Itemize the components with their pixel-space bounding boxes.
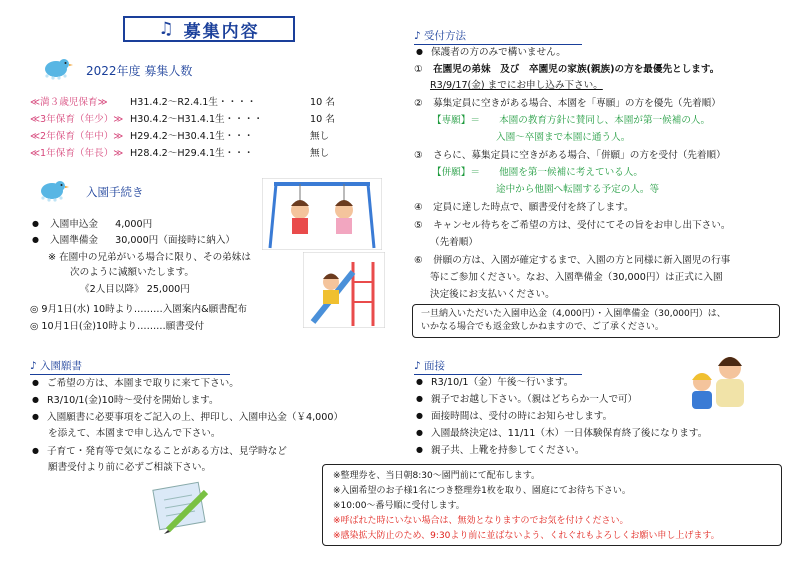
item-number: ③: [414, 150, 423, 161]
item-number: ①: [414, 64, 423, 75]
item-text: 募集定員に空きがある場合、本園を「専願」の方を優先（先着順）: [433, 98, 721, 109]
refund-note-box: [412, 304, 780, 338]
reception-item: ● 保護者の方のみで構いません。: [416, 46, 566, 60]
item-text: 定員に達した時点で、願書受付を終了します。: [433, 202, 634, 213]
application-item: ● 子育て・発育等で気になることがある方は、見学時など: [32, 445, 287, 459]
recruit-label: ≪2年保育（年中）≫: [30, 131, 124, 142]
music-note-icon: ♫: [158, 19, 176, 39]
fee-row: [32, 218, 152, 232]
definition-label: 【併願】＝: [432, 167, 480, 178]
fee-value: 4,000円: [115, 219, 153, 230]
interview-item: ● 入園最終決定は、11/11（木）一日体験保育終了後になります。: [416, 427, 707, 441]
schedule-item: ◎ 10月1日(金)10時より………願書受付: [30, 321, 205, 332]
recruit-range: H28.4.2～H29.4.1生・・・: [130, 148, 254, 159]
recruit-count: 10 名: [310, 97, 335, 108]
interview-item: ● 面接時間は、受付の時にお知らせします。: [416, 410, 612, 424]
discount-amount: 《2人目以降》 25,000円: [80, 284, 190, 295]
swing-kids-illustration: [262, 178, 382, 250]
refund-text: いかなる場合でも返金致しかねますので、ご了承ください。: [421, 322, 664, 332]
application-item-cont: 願書受付より前に必ずご相談下さい。: [48, 462, 212, 473]
interview-item: ● 親子でお越し下さい。（親はどちらか一人で可）: [416, 393, 637, 407]
notice-line: ※呼ばれた時にいない場合は、無効となりますのでお気を付けください。: [333, 516, 629, 526]
reception-numbered: [414, 149, 726, 163]
parent-child-illustration: [682, 352, 754, 410]
page-title-box: [123, 16, 295, 42]
refund-text: 一旦納入いただいた入園申込金（4,000円）・入園準備金（30,000円）は、: [421, 309, 726, 319]
interview-item: ● R3/10/1（金）午後～行います。: [416, 376, 573, 390]
recruit-row: [30, 96, 335, 113]
application-item-cont: を添えて、本園まで申し込んで下さい。: [48, 428, 221, 439]
recruit-heading: 2022年度 募集人数: [86, 64, 193, 78]
application-item: ● 入園願書に必要事項をご記入の上、押印し、入園申込金（￥4,000）: [32, 411, 343, 425]
recruit-range: H31.4.2～R2.4.1生・・・・: [130, 97, 257, 108]
reception-heading: ♪ 受付方法: [414, 28, 582, 45]
reception-numbered: [414, 63, 719, 77]
recruit-row: [30, 147, 335, 164]
procedure-heading: 入園手続き: [86, 185, 144, 199]
fee-row: [32, 234, 235, 248]
recruit-count: 無し: [310, 131, 330, 142]
fee-label: 入園申込金: [50, 219, 99, 230]
definition-text: 他園を第一候補に考えている人。: [499, 167, 643, 178]
recruit-label: ≪3年保育（年少）≫: [30, 114, 124, 125]
schedule-item: ◎ 9月1日(水) 10時より………入園案内&願書配布: [30, 304, 247, 315]
notice-line: ※感染拡大防止のため、9:30より前に並ばないよう、くれぐれもよろしくお願い申し上げます。: [333, 531, 720, 541]
notice-box: [322, 464, 782, 546]
sengan-definition: [432, 114, 710, 128]
recruit-row: [30, 130, 335, 147]
notice-line: ※10:00～番号順に受付します。: [333, 501, 465, 511]
item-text: 在園児の弟妹 及び 卒園児の家族(親族)の方を最優先とします。: [433, 64, 720, 75]
item-text: さらに、募集定員に空きがある場合、「併願」の方を受付（先着順）: [433, 150, 726, 161]
heigan-definition-2: 途中から他園へ転園する予定の人。等: [496, 184, 660, 195]
application-item: ● ご希望の方は、本園まで取りに来て下さい。: [32, 377, 239, 391]
notice-line: ※入園希望のお子様1名につき整理券1枚を取り、園庭にてお待ち下さい。: [333, 486, 631, 496]
notice-line: ※整理券を、当日朝8:30～園門前にて配布します。: [333, 471, 541, 481]
definition-text: 本園の教育方針に賛同し、本園が第一候補の人。: [499, 115, 711, 126]
recruit-range: H29.4.2～H30.4.1生・・・: [130, 131, 254, 142]
item-number: ②: [414, 98, 423, 109]
page-title: 募集内容: [183, 21, 260, 42]
reception-item-cont: 決定後にお支払いください。: [430, 289, 555, 300]
application-heading: ♪ 入園願書: [30, 358, 230, 375]
bird-icon: [34, 176, 74, 204]
sengan-definition-2: 入園～卒園まで本園に通う人。: [496, 132, 631, 143]
heigan-definition: [432, 166, 643, 180]
fee-value: 30,000円（面接時に納入）: [115, 235, 236, 246]
recruit-table: [30, 96, 335, 164]
interview-item: ● 親子共、上靴を持参してください。: [416, 444, 584, 458]
item-number: ⑤: [414, 220, 423, 231]
reception-item-cont: 等にご参加ください。なお、入園準備金（30,000円）は正式に入園: [430, 272, 723, 283]
recruit-label: ≪満３歳児保育≫: [30, 97, 108, 108]
item-text: キャンセル待ちをご希望の方は、受付にてその旨をお申し出下さい。: [433, 220, 731, 231]
reception-numbered: [414, 97, 721, 111]
discount-note: ※ 在園中の兄弟がいる場合に限り、その弟妹は: [48, 252, 251, 263]
discount-note: 次のように減額いたします。: [70, 267, 194, 278]
slide-kid-illustration: [303, 252, 385, 328]
reception-numbered: [414, 219, 730, 233]
bird-icon: [38, 54, 78, 82]
reception-numbered: [414, 254, 730, 268]
recruit-count: 無し: [310, 148, 330, 159]
reception-item-cont: （先着順）: [430, 237, 478, 248]
fee-label: 入園準備金: [50, 235, 99, 246]
recruit-label: ≪1年保育（年長）≫: [30, 148, 124, 159]
interview-heading: ♪ 面接: [414, 358, 582, 375]
recruit-count: 10 名: [310, 114, 335, 125]
reception-numbered: [414, 201, 634, 215]
pen-paper-illustration: [150, 478, 212, 538]
item-number: ⑥: [414, 255, 423, 266]
application-item: ● R3/10/1(金)10時～受付を開始します。: [32, 394, 219, 408]
recruit-row: [30, 113, 335, 130]
item-number: ④: [414, 202, 423, 213]
recruit-range: H30.4.2～H31.4.1生・・・・: [130, 114, 264, 125]
item-text: 併願の方は、入園が確定するまで、入園の方と同様に新入園児の行事: [433, 255, 731, 266]
definition-label: 【専願】＝: [432, 115, 480, 126]
deadline-text: R3/9/17(金) までにお申し込み下さい。: [430, 80, 603, 91]
